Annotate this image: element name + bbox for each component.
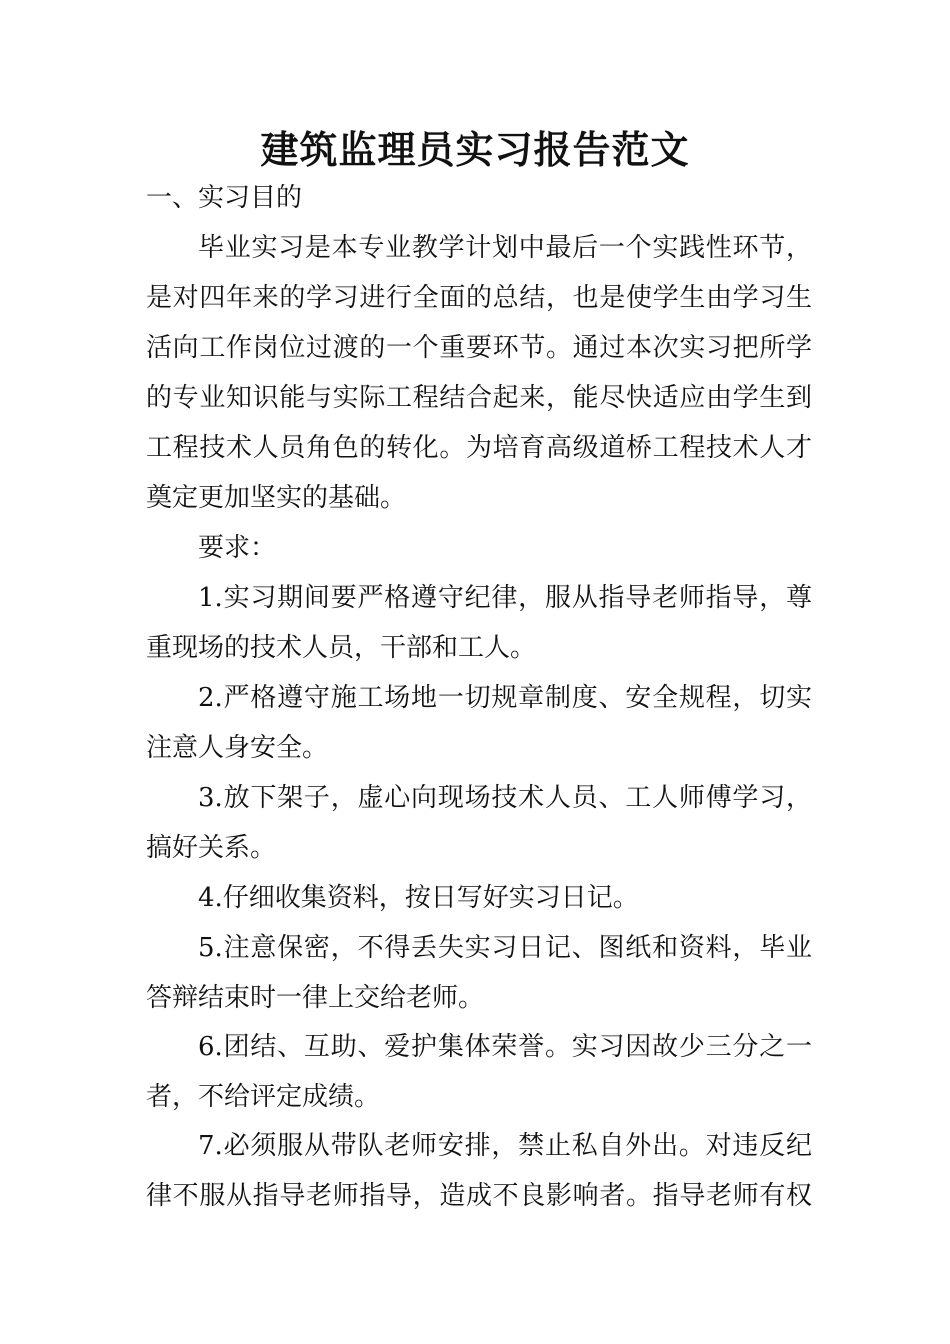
requirement-line: 5.注意保密，不得丢失实习日记、图纸和资料，毕业 [198,933,812,963]
requirement-item [146,1022,812,1122]
requirement-line: 1.实习期间要严格遵守纪律，服从指导老师指导，尊 [198,583,812,613]
document-title: 建筑监理员实习报告范文 [260,127,690,172]
requirement-line: 注意人身安全。 [146,733,329,763]
requirement-line: 答辩结束时一律上交给老师。 [146,983,485,1013]
paragraph-line: 活向工作岗位过渡的一个重要环节。通过本次实习把所学 [146,333,812,363]
requirement-line: 重现场的技术人员，干部和工人。 [146,633,537,663]
section-heading-text: 一、实习目的 [146,183,303,213]
requirement-item [146,873,812,923]
paragraph-line: 工程技术人员角色的转化。为培育高级道桥工程技术人才 [146,433,812,463]
paragraph-line: 奠定更加坚实的基础。 [146,483,407,513]
requirement-item [146,673,812,773]
requirement-line: 者，不给评定成绩。 [146,1082,381,1112]
requirement-line: 7.必须服从带队老师安排，禁止私自外出。对违反纪 [198,1131,812,1161]
requirements-label-text: 要求： [198,533,277,563]
requirement-item [146,773,812,873]
paragraph-line: 是对四年来的学习进行全面的总结，也是使学生由学习生 [146,283,812,313]
requirement-line: 搞好关系。 [146,833,277,863]
requirements-label [146,523,812,573]
requirement-item [146,1121,812,1221]
paragraph-line: 的专业知识能与实际工程结合起来，能尽快适应由学生到 [146,383,812,413]
requirement-line: 4.仔细收集资料，按日写好实习日记。 [198,883,639,913]
paragraph-line: 毕业实习是本专业教学计划中最后一个实践性环节， [198,233,812,263]
section-heading [146,173,812,223]
requirement-item [146,573,812,673]
intro-paragraph [146,223,812,523]
requirement-line: 律不服从指导老师指导，造成不良影响者。指导老师有权 [146,1181,812,1211]
requirement-line: 2.严格遵守施工场地一切规章制度、安全规程，切实 [198,683,812,713]
requirement-line: 6.团结、互助、爱护集体荣誉。实习因故少三分之一 [198,1032,812,1062]
requirement-line: 3.放下架子，虚心向现场技术人员、工人师傅学习， [198,783,812,813]
requirement-item [146,923,812,1023]
